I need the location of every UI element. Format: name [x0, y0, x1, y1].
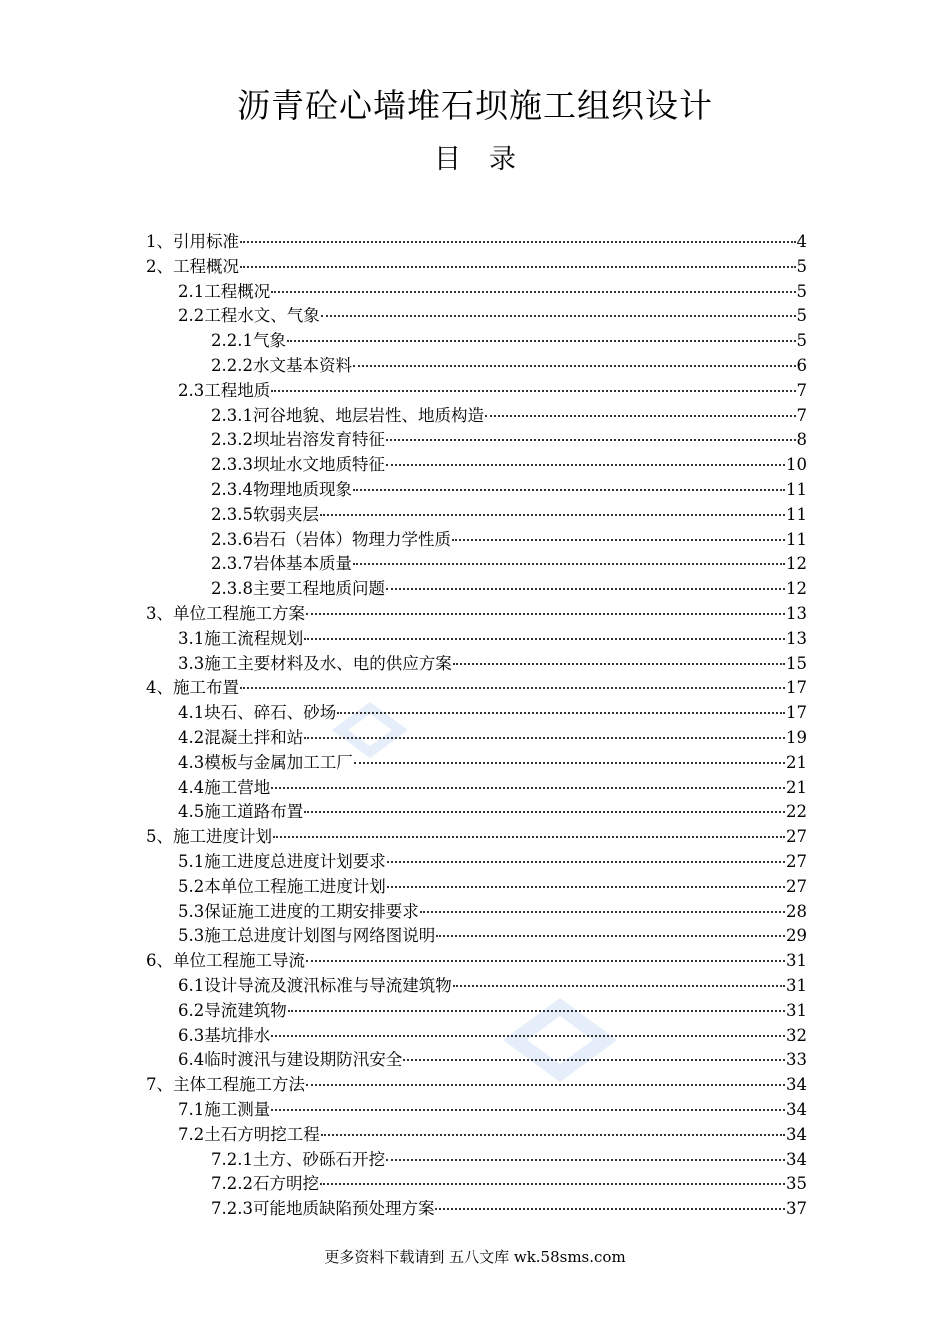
toc-entry-label: 4.1块石、碎石、砂场 — [178, 703, 337, 723]
toc-entry-label: 4.5施工道路布置 — [178, 802, 304, 822]
toc-entry-label: 6、单位工程施工导流 — [146, 951, 305, 971]
toc-entry[interactable] — [178, 775, 807, 800]
toc-entry-page-number: 12 — [786, 554, 807, 574]
toc-entry[interactable] — [211, 427, 807, 452]
toc-dot-leader — [386, 1159, 785, 1161]
toc-entry[interactable] — [211, 502, 807, 527]
toc-dot-leader — [273, 836, 785, 838]
toc-entry-page-number: 15 — [786, 653, 807, 673]
toc-entry[interactable] — [178, 626, 807, 651]
toc-dot-leader — [453, 663, 785, 665]
toc-entry[interactable] — [146, 675, 807, 700]
toc-dot-leader — [321, 315, 796, 317]
toc-entry-label: 2.1工程概况 — [178, 281, 271, 301]
toc-entry-label: 4.2混凝土拌和站 — [178, 728, 304, 747]
toc-entry-page-number: 27 — [786, 852, 807, 871]
toc-dot-leader — [240, 266, 796, 268]
toc-entry-label: 7.2.1土方、砂砾石开挖 — [211, 1149, 385, 1169]
toc-dot-leader — [354, 762, 785, 764]
toc-dot-leader — [271, 1035, 785, 1037]
toc-dot-leader — [304, 638, 785, 640]
toc-dot-leader — [353, 489, 785, 491]
toc-entry[interactable] — [211, 452, 807, 477]
toc-dot-leader — [435, 1208, 785, 1210]
toc-dot-leader — [320, 1183, 785, 1185]
toc-entry[interactable] — [178, 1023, 807, 1048]
toc-entry-page-number: 34 — [786, 1149, 807, 1169]
toc-dot-leader — [304, 737, 785, 739]
toc-entry[interactable] — [211, 477, 807, 502]
toc-entry-page-number: 13 — [786, 628, 807, 648]
toc-entry[interactable] — [178, 973, 807, 998]
toc-entry-label: 5.2本单位工程施工进度计划 — [178, 876, 386, 896]
toc-dot-leader — [320, 514, 785, 516]
toc-entry-page-number: 29 — [786, 926, 807, 946]
toc-entry-page-number: 4 — [796, 232, 807, 251]
toc-entry-page-number: 31 — [786, 951, 807, 971]
toc-entry-label: 4.3模板与金属加工工厂 — [178, 752, 353, 772]
toc-dot-leader — [306, 1084, 785, 1086]
toc-entry-page-number: 11 — [786, 529, 807, 549]
toc-entry-page-number: 27 — [786, 827, 807, 847]
toc-entry-label: 2.3.2坝址岩溶发育特征 — [211, 430, 385, 450]
toc-entry-label: 7、主体工程施工方法 — [146, 1075, 305, 1095]
toc-entry-page-number: 31 — [786, 1000, 807, 1020]
toc-entry-label: 4、施工布置 — [146, 678, 239, 698]
toc-dot-leader — [386, 588, 785, 590]
toc-entry[interactable] — [211, 1171, 807, 1196]
toc-entry[interactable] — [178, 899, 807, 924]
toc-entry[interactable] — [146, 601, 807, 626]
toc-entry-label: 7.2.3可能地质缺陷预处理方案 — [211, 1199, 435, 1219]
toc-entry[interactable] — [178, 1047, 807, 1072]
toc-entry[interactable] — [146, 948, 807, 973]
toc-entry-page-number: 7 — [796, 405, 807, 425]
toc-entry[interactable] — [178, 725, 807, 750]
toc-entry-label: 6.2导流建筑物 — [178, 1000, 287, 1020]
toc-entry-page-number: 21 — [786, 752, 807, 772]
toc-entry[interactable] — [178, 874, 807, 899]
toc-entry-page-number: 22 — [786, 802, 807, 822]
toc-entry-label: 7.2.2石方明挖 — [211, 1174, 319, 1194]
toc-entry-label: 3.3施工主要材料及水、电的供应方案 — [178, 653, 452, 673]
toc-entry[interactable] — [211, 328, 807, 353]
toc-entry-page-number: 33 — [786, 1050, 807, 1070]
toc-entry-label: 2.3.7岩体基本质量 — [211, 554, 352, 574]
toc-entry-page-number: 19 — [786, 728, 807, 747]
toc-dot-leader — [321, 1134, 785, 1136]
toc-entry-page-number: 34 — [786, 1075, 807, 1095]
toc-entry-label: 5.1施工进度总进度计划要求 — [178, 852, 386, 871]
toc-entry-label: 4.4施工营地 — [178, 777, 271, 797]
toc-dot-leader — [485, 415, 796, 417]
toc-entry[interactable] — [178, 1122, 807, 1147]
toc-entry-page-number: 21 — [786, 777, 807, 797]
toc-dot-leader — [287, 340, 796, 342]
toc-entry-label: 2.3.3坝址水文地质特征 — [211, 455, 385, 475]
toc-entry-label: 5.3施工总进度计划图与网络图说明 — [178, 926, 436, 946]
toc-entry[interactable] — [178, 700, 807, 725]
toc-dot-leader — [306, 613, 785, 615]
toc-entry-page-number: 5 — [796, 281, 807, 301]
toc-entry-page-number: 8 — [796, 430, 807, 450]
toc-dot-leader — [386, 439, 796, 441]
toc-dot-leader — [271, 390, 795, 392]
toc-entry[interactable] — [178, 1097, 807, 1122]
toc-entry-label: 2、工程概况 — [146, 256, 239, 276]
toc-entry[interactable] — [146, 229, 807, 254]
toc-dot-leader — [271, 787, 785, 789]
toc-entry[interactable] — [211, 551, 807, 576]
toc-entry-page-number: 34 — [786, 1124, 807, 1144]
toc-dot-leader — [387, 861, 785, 863]
toc-entry[interactable] — [178, 378, 807, 403]
toc-dot-leader — [271, 1109, 785, 1111]
toc-dot-leader — [304, 811, 785, 813]
toc-entry-label: 7.2土石方明挖工程 — [178, 1124, 320, 1144]
toc-entry-page-number: 5 — [796, 331, 807, 351]
toc-heading: 目录 — [434, 144, 544, 175]
toc-dot-leader — [353, 365, 796, 367]
toc-entry-page-number: 10 — [786, 455, 807, 475]
toc-entry-page-number: 11 — [786, 504, 807, 524]
toc-entry-label: 6.3基坑排水 — [178, 1025, 271, 1045]
toc-entry-page-number: 6 — [796, 356, 807, 375]
toc-dot-leader — [436, 935, 785, 937]
toc-entry-label: 3、单位工程施工方案 — [146, 604, 305, 623]
toc-entry[interactable] — [178, 799, 807, 824]
toc-dot-leader — [420, 911, 785, 913]
toc-entry-page-number: 37 — [786, 1199, 807, 1219]
toc-entry-page-number: 17 — [786, 678, 807, 698]
toc-entry-label: 5、施工进度计划 — [146, 827, 272, 847]
toc-entry[interactable] — [178, 279, 807, 304]
toc-dot-leader — [387, 886, 785, 888]
toc-entry-page-number: 13 — [786, 604, 807, 623]
toc-entry[interactable] — [211, 403, 807, 428]
toc-entry-label: 6.1设计导流及渡汛标准与导流建筑物 — [178, 976, 452, 995]
toc-entry-page-number: 12 — [786, 579, 807, 599]
toc-dot-leader — [240, 241, 796, 243]
toc-entry-page-number: 11 — [786, 480, 807, 499]
toc-dot-leader — [337, 712, 785, 714]
toc-dot-leader — [452, 539, 785, 541]
toc-entry-label: 2.2.1气象 — [211, 331, 286, 351]
toc-entry[interactable] — [146, 254, 807, 279]
toc-entry-label: 2.3.6岩石（岩体）物理力学性质 — [211, 529, 451, 549]
toc-dot-leader — [386, 464, 785, 466]
toc-entry[interactable] — [178, 849, 807, 874]
toc-entry-label: 2.3工程地质 — [178, 380, 271, 400]
toc-entry-page-number: 34 — [786, 1100, 807, 1119]
toc-dot-leader — [288, 1010, 785, 1012]
toc-entry[interactable] — [178, 303, 807, 328]
toc-entry[interactable] — [211, 1147, 807, 1172]
toc-entry-page-number: 5 — [796, 306, 807, 326]
toc-entry-page-number: 27 — [786, 876, 807, 896]
toc-entry[interactable] — [178, 998, 807, 1023]
toc-entry-label: 5.3保证施工进度的工期安排要求 — [178, 901, 419, 921]
toc-entry-page-number: 35 — [786, 1174, 807, 1194]
toc-entry[interactable] — [178, 923, 807, 948]
toc-entry-label: 2.3.5软弱夹层 — [211, 504, 319, 524]
toc-entry-page-number: 7 — [796, 380, 807, 400]
toc-dot-leader — [353, 563, 785, 565]
toc-entry-page-number: 17 — [786, 703, 807, 723]
toc-entry[interactable] — [211, 527, 807, 552]
toc-entry-label: 2.3.8主要工程地质问题 — [211, 579, 385, 599]
toc-entry-label: 2.2工程水文、气象 — [178, 306, 320, 326]
toc-entry-label: 2.3.4物理地质现象 — [211, 480, 352, 499]
toc-entry-label: 1、引用标准 — [146, 232, 239, 251]
toc-dot-leader — [271, 291, 795, 293]
toc-dot-leader — [403, 1059, 785, 1061]
toc-dot-leader — [240, 687, 785, 689]
toc-entry[interactable] — [146, 1072, 807, 1097]
document-title: 沥青砼心墙堆石坝施工组织设计 — [237, 86, 713, 125]
toc-entry-page-number: 31 — [786, 976, 807, 995]
toc-entry-label: 2.3.1河谷地貌、地层岩性、地质构造 — [211, 405, 484, 425]
toc-entry-label: 3.1施工流程规划 — [178, 628, 304, 648]
toc-entry[interactable] — [211, 576, 807, 601]
toc-entry-page-number: 5 — [796, 256, 807, 276]
toc-entry-label: 7.1施工测量 — [178, 1100, 271, 1119]
toc-entry[interactable] — [211, 353, 807, 378]
toc-dot-leader — [306, 960, 785, 962]
toc-dot-leader — [453, 985, 785, 987]
toc-entry[interactable] — [178, 651, 807, 676]
footer-text: 更多资料下载请到 五八文库 wk.58sms.com — [324, 1248, 626, 1266]
toc-entry[interactable] — [146, 824, 807, 849]
toc-entry[interactable] — [211, 1196, 807, 1221]
toc-entry-page-number: 32 — [786, 1025, 807, 1045]
toc-entry-label: 6.4临时渡汛与建设期防汛安全 — [178, 1050, 403, 1070]
toc-entry-page-number: 28 — [786, 901, 807, 921]
toc-entry-label: 2.2.2水文基本资料 — [211, 356, 352, 375]
toc-entry[interactable] — [178, 750, 807, 775]
